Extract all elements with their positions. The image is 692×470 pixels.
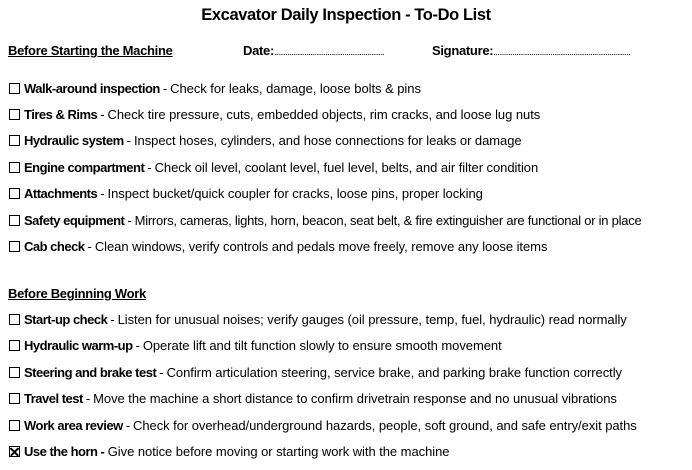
checklist-item[interactable] — [9, 158, 538, 176]
item-separator: - — [110, 311, 115, 327]
item-description: Check for overhead/underground hazards, people, soft ground, and safe entry/exit paths — [133, 417, 637, 433]
checkbox-icon[interactable] — [9, 109, 20, 120]
item-separator: - — [100, 443, 105, 459]
item-separator: - — [85, 390, 91, 406]
section-heading-before-beginning: Before Beginning Work — [8, 286, 146, 301]
item-separator: - — [162, 80, 168, 96]
item-description: Give notice before moving or starting work with the machine — [107, 443, 450, 459]
item-description: Listen for unusual noises; verify gauges (oil pressure, temp, fuel, hydraulic) read normally — [117, 311, 627, 327]
item-label: Attachments — [24, 185, 98, 201]
item-separator: - — [147, 159, 152, 175]
checklist-item[interactable] — [9, 336, 502, 354]
item-separator: - — [100, 185, 105, 201]
checklist-item[interactable] — [9, 416, 637, 434]
checklist-item[interactable] — [9, 79, 421, 97]
checkbox-icon[interactable] — [9, 314, 20, 325]
item-description: Inspect hoses, cylinders, and hose connections for leaks or damage — [133, 132, 522, 148]
item-label: Hydraulic system — [24, 132, 124, 148]
signature-label: Signature: — [432, 43, 494, 58]
checkbox-icon[interactable] — [9, 367, 20, 378]
checklist-item[interactable] — [9, 389, 617, 407]
signature-line[interactable]: ........................................................................ — [493, 47, 631, 57]
date-label: Date: — [243, 43, 275, 58]
item-separator: - — [126, 132, 131, 148]
item-label: Tires & Rims — [24, 106, 98, 122]
item-description: Operate lift and tilt function slowly to ensure smooth movement — [142, 337, 502, 353]
date-line[interactable]: .......................................................... — [274, 47, 385, 57]
item-separator: - — [127, 212, 132, 228]
item-description: Check for leaks, damage, loose bolts & pins — [170, 80, 421, 96]
item-description: Move the machine a short distance to confirm drivetrain response and no unusual vibrations — [93, 390, 617, 406]
checklist-item[interactable] — [9, 105, 540, 123]
item-label: Cab check — [24, 238, 85, 254]
item-description: Inspect bucket/quick coupler for cracks, loose pins, proper locking — [107, 185, 483, 201]
checklist-item[interactable] — [9, 363, 622, 381]
checklist-item[interactable] — [9, 211, 641, 229]
item-label: Hydraulic warm-up — [24, 337, 133, 353]
item-label: Use the horn — [24, 443, 98, 459]
item-label: Engine compartment — [24, 159, 145, 175]
checked-checkbox-icon[interactable] — [9, 446, 20, 457]
checklist-item[interactable] — [9, 310, 627, 328]
checkbox-icon[interactable] — [9, 188, 20, 199]
checkbox-icon[interactable] — [9, 215, 20, 226]
item-separator: - — [135, 337, 140, 353]
checklist-item[interactable] — [9, 237, 547, 255]
item-separator: - — [159, 364, 164, 380]
item-label: Steering and brake test — [24, 364, 157, 380]
signature-field[interactable] — [432, 43, 630, 58]
checklist-item[interactable] — [9, 131, 522, 149]
checkbox-icon[interactable] — [9, 241, 20, 252]
item-label: Start-up check — [24, 311, 108, 327]
item-description: Clean windows, verify controls and pedals move freely, remove any loose items — [94, 238, 548, 254]
section-heading-before-starting: Before Starting the Machine — [8, 43, 173, 58]
item-label: Work area review — [24, 417, 123, 433]
item-separator: - — [100, 106, 105, 122]
item-description: Check oil level, coolant level, fuel level, belts, and air filter condition — [154, 159, 539, 175]
item-label: Walk-around inspection — [24, 80, 160, 96]
item-description: Check tire pressure, cuts, embedded objects, rim cracks, and loose lug nuts — [107, 106, 541, 122]
page-title: Excavator Daily Inspection - To-Do List — [201, 6, 491, 24]
checkbox-icon[interactable] — [9, 393, 20, 404]
item-label: Travel test — [24, 390, 83, 406]
checkbox-icon[interactable] — [9, 83, 20, 94]
checkbox-icon[interactable] — [9, 135, 20, 146]
checklist-item[interactable] — [9, 184, 483, 202]
checkbox-icon[interactable] — [9, 162, 20, 173]
item-description: Confirm articulation steering, service brake, and parking brake function correctly — [166, 364, 623, 380]
checklist-item[interactable] — [9, 442, 449, 460]
checkbox-icon[interactable] — [9, 420, 20, 431]
checkbox-icon[interactable] — [9, 340, 20, 351]
item-description: Mirrors, cameras, lights, horn, beacon, seat belt, & fire extinguisher are functional or in place — [134, 212, 642, 228]
date-field[interactable] — [243, 43, 384, 58]
item-label: Safety equipment — [24, 212, 125, 228]
item-separator: - — [87, 238, 92, 254]
item-separator: - — [125, 417, 130, 433]
